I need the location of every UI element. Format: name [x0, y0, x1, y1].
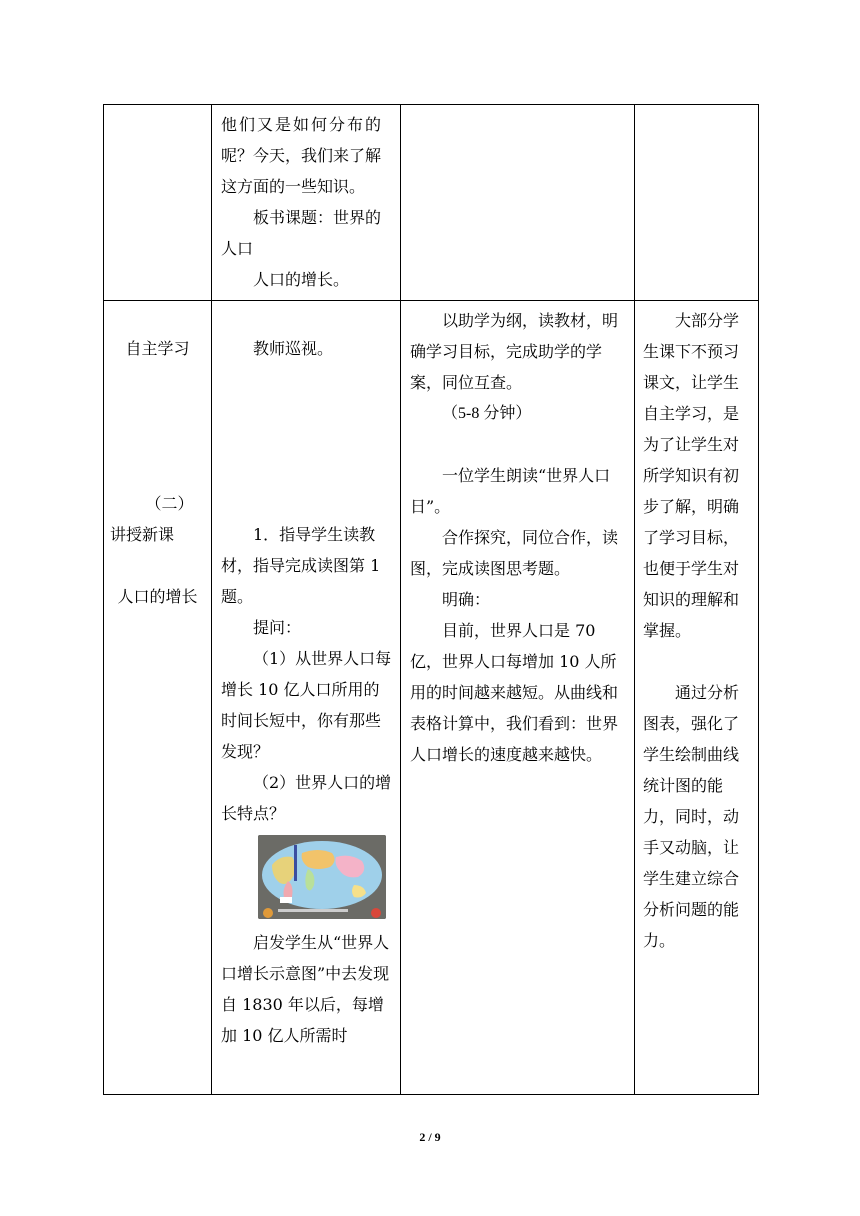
board-title: 板书课题：世界的: [253, 208, 382, 227]
student-study: 以助学为纲，读教材，明确学习目标，完成助学的学案，同位互查。: [410, 311, 619, 392]
world-map-image: [258, 835, 386, 919]
teacher-line-3: 这方面的一些知识。: [221, 177, 366, 196]
teacher-patrol: 教师巡视。: [253, 339, 334, 358]
page-number: 2 / 9: [419, 1130, 441, 1144]
student-explore: 合作探究，同位合作，读图，完成读图思考题。: [410, 528, 619, 578]
student-answer: 目前，世界人口是 70 亿，世界人口每增加 10 人所用的时间越来越短。从曲线和表格计算中，我们看到：世界人口增长的速度越来越快。: [410, 621, 619, 764]
design-intent-cell: [635, 301, 759, 1095]
teacher-guide: 1．指导学生读教材，指导完成读图第 1 题。: [221, 525, 381, 606]
student-clear: 明确：: [442, 590, 491, 609]
teacher-activity-cell: [212, 301, 401, 1095]
intent-paragraph-2: 通过分析图表，强化了学生绘制曲线统计图的能力，同时，动手又动脑，让学生建立综合分析问题的能力。: [643, 683, 740, 950]
teacher-ask: 提问：: [253, 618, 302, 637]
teacher-line-2: 呢？今天，我们来了解: [221, 146, 382, 165]
student-activity-cell-empty: [401, 105, 635, 301]
lesson-plan-table: [103, 104, 759, 1095]
table-row: [104, 105, 759, 301]
intent-paragraph-1: 大部分学生课下不预习课文，让学生自主学习，是为了让学生对所学知识有初步了解，明确了学习目标，也便于学生对知识的理解和掌握。: [643, 311, 740, 640]
question-1: （1）从世界人口每增长 10 亿人口所用的时间长短中，你有那些发现？: [221, 649, 392, 761]
stage-section-number: （二）: [145, 494, 194, 513]
stage-self-study: 自主学习: [125, 339, 190, 358]
stage-section-name: 讲授新课: [110, 525, 175, 544]
teacher-activity-cell: [212, 105, 401, 301]
stage-topic: 人口的增长: [117, 587, 198, 606]
student-activity-cell: [401, 301, 635, 1095]
student-read: 一位学生朗读“世界人口日”。: [410, 466, 611, 516]
stage-cell-empty: [104, 105, 212, 301]
teacher-line-1: 他们又是如何分布的: [221, 115, 384, 134]
table-row: [104, 301, 759, 1095]
student-time: （5-8 分钟）: [442, 405, 532, 422]
question-2: （2）世界人口的增长特点？: [221, 773, 392, 823]
stage-cell: [104, 301, 212, 1095]
board-subtitle: 人口的增长。: [253, 270, 350, 289]
teacher-inspire: 启发学生从“世界人口增长示意图”中去发现自 1830 年以后，每增加 10 亿人所需时: [221, 933, 390, 1045]
board-title-cont: 人口: [221, 239, 254, 258]
design-intent-cell-empty: [635, 105, 759, 301]
